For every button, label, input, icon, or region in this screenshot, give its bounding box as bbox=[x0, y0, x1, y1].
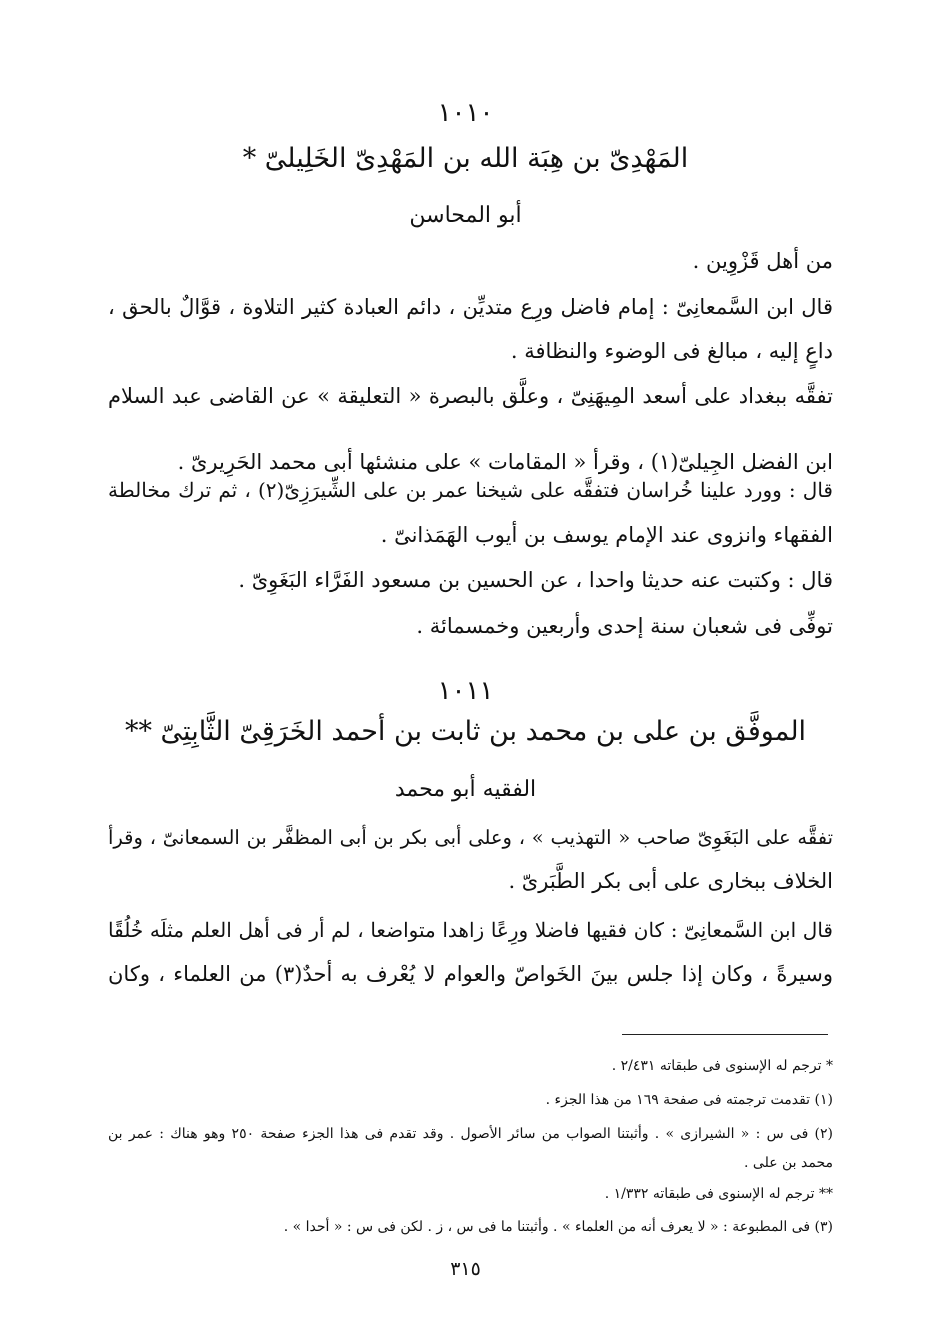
paragraph-line: توفِّى فى شعبان سنة إحدى وأربعين وخمسمائة . bbox=[416, 614, 833, 638]
paragraph-line: قال : وورد علينا خُراسان فتفقَّه على شيخنا عمر بن على الشِّيرَزِىّ(٢) ، ثم ترك مخالطة bbox=[108, 478, 833, 502]
paragraph-line: الفقهاء وانزوى عند الإمام يوسف بن أيوب الهَمَذانىّ . bbox=[380, 523, 833, 547]
paragraph-line: الخلاف ببخارى على أبى بكر الطَّبَرىّ . bbox=[508, 869, 833, 893]
entry-kunya: أبو المحاسن bbox=[409, 203, 522, 228]
paragraph-line: ابن الفضل الجِيلىّ(١) ، وقرأ « المقامات » على منشئها أبى محمد الحَرِيرىّ . bbox=[177, 450, 833, 474]
paragraph-line: وسيرةً ، وكان إذا جلس بينَ الخَواصّ والعوام لا يُعْرف به أحدٌ(٣) من العلماء ، وكان bbox=[108, 962, 833, 986]
footnote: محمد بن على . bbox=[744, 1155, 833, 1171]
page-number: ٣١٥ bbox=[450, 1258, 481, 1280]
footnote-separator bbox=[622, 1034, 828, 1035]
entry-number: ١٠١٠ bbox=[437, 98, 494, 128]
paragraph-line: داعٍ إليه ، مبالغ فى الوضوء والنظافة . bbox=[510, 339, 833, 363]
footnote: * ترجم له الإسنوى فى طبقاته ٢/٤٣١ . bbox=[611, 1058, 833, 1074]
footnote: (١) تقدمت ترجمته فى صفحة ١٦٩ من هذا الجزء . bbox=[545, 1092, 833, 1108]
paragraph-line: قال : وكتبت عنه حديثا واحدا ، عن الحسين بن مسعود الفَرَّاء البَغَوِىّ . bbox=[238, 568, 833, 592]
paragraph-line: تفقَّه على البَغَوِىّ صاحب « التهذيب » ، وعلى أبى بكر بن أبى المظفَّر بن السمعانىّ ، وقرأ bbox=[108, 826, 833, 849]
paragraph-line: من أهل قَزْوِين . bbox=[692, 249, 833, 273]
entry-number: ١٠١١ bbox=[437, 676, 494, 706]
paragraph-line: قال ابن السَّمعانِىّ : إمام فاضل ورِع متديِّن ، دائم العبادة كثير التلاوة ، قوَّالٌ بالحق ، bbox=[108, 295, 833, 319]
entry-title: الموفَّق بن على بن محمد بن ثابت بن أحمد الخَرَقِىّ الثَّابِتِىّ ** bbox=[124, 716, 807, 747]
footnote: ** ترجم له الإسنوى فى طبقاته ١/٣٣٢ . bbox=[604, 1186, 833, 1202]
paragraph-line: قال ابن السَّمعانِىّ : كان فقيها فاضلا ورِعًا زاهدا متواضعا ، لم أر فى أهل العلم مثلَه خُلُقًا bbox=[108, 918, 833, 942]
paragraph-line: تفقَّه ببغداد على أسعد المِيهَنِىّ ، وعلَّق بالبصرة « التعليقة » عن القاضى عبد السلام bbox=[108, 384, 833, 408]
entry-title: المَهْدِىّ بن هِبَة الله بن المَهْدِىّ الخَلِيلىّ * bbox=[242, 143, 689, 174]
entry-kunya: الفقيه أبو محمد bbox=[394, 777, 537, 802]
footnote: (٢) فى س : « الشيرازى » . وأثبتنا الصواب من سائر الأصول . وقد تقدم فى هذا الجزء صفحة ٢٥٠ وهو هناك : عمر بن bbox=[108, 1126, 834, 1142]
footnote: (٣) فى المطبوعة : « لا يعرف أنه من العلماء » . وأثبتنا ما فى س ، ز . لكن فى س : « أحدا » . bbox=[283, 1219, 833, 1235]
